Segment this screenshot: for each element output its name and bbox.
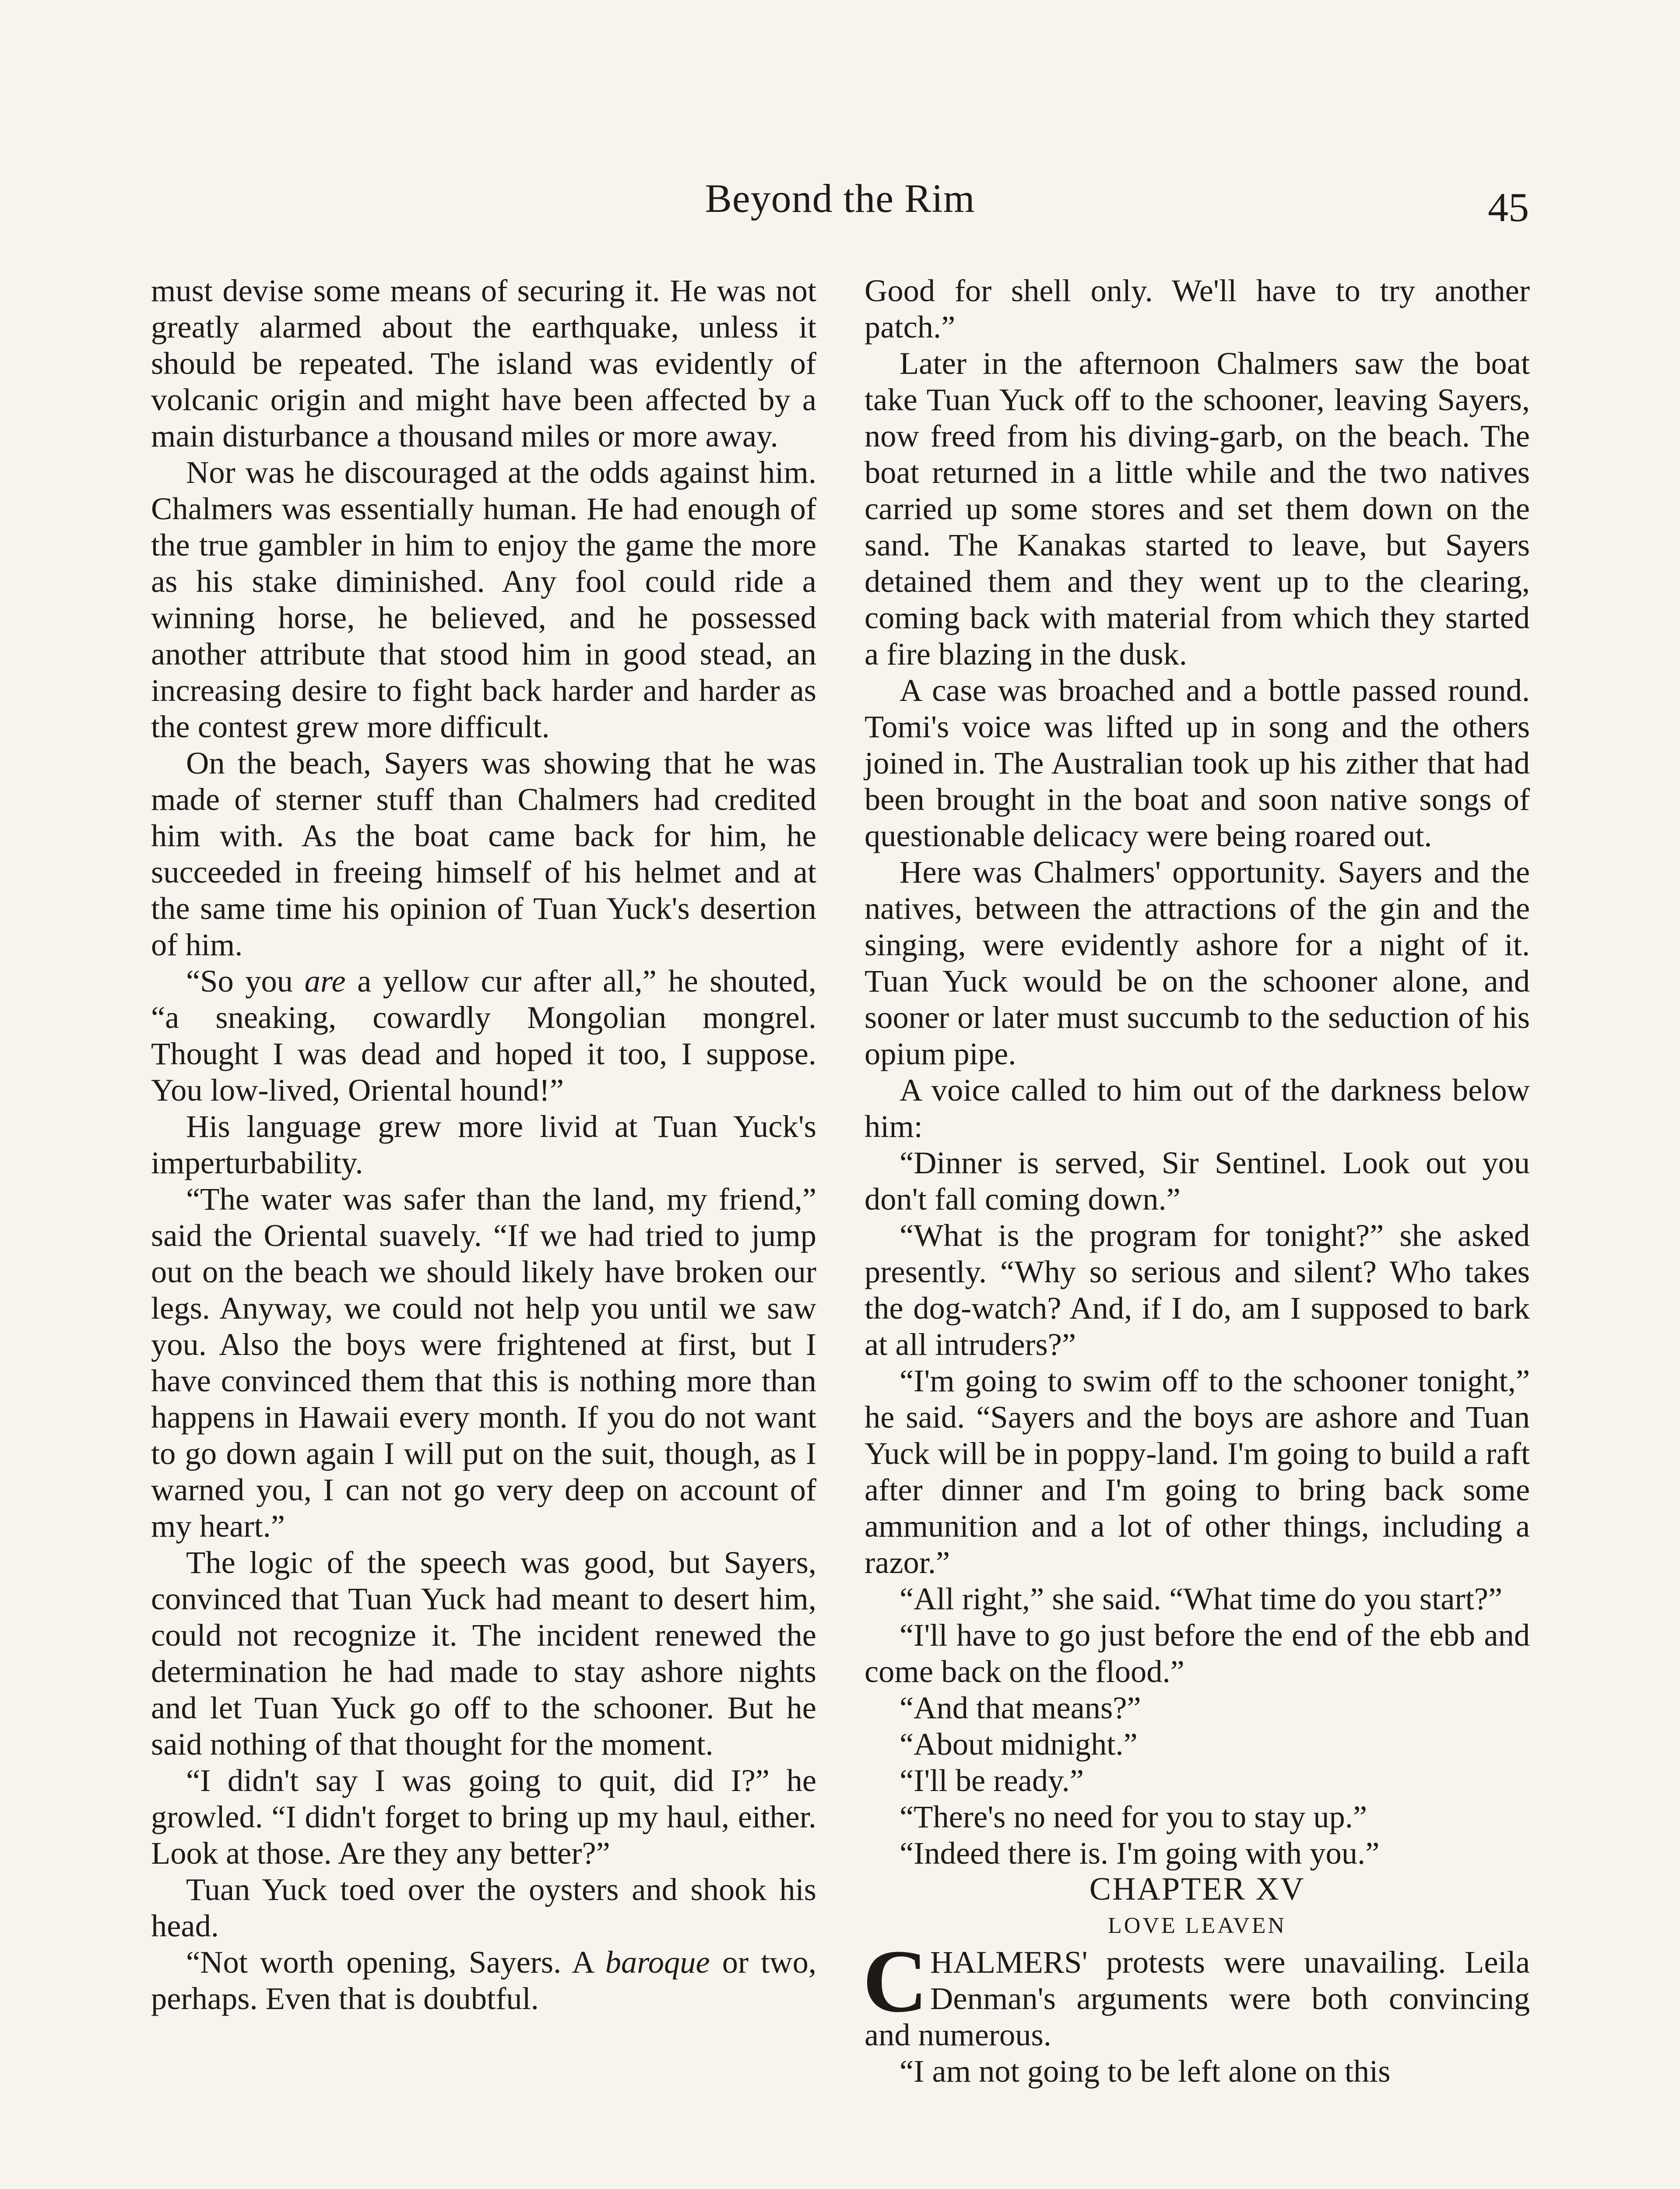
paragraph: The logic of the speech was good, but Sayers, convinced that Tuan Yuck had meant to desert him, could not recognize it. The incident renewed the determination he had made to stay ashore nights and let Tuan Yuck go off to the schooner. But he said nothing of that thought for the moment. [151,1545,816,1762]
paragraph: “I'm going to swim off to the schooner tonight,” he said. “Sayers and the boys are ashore and Tuan Yuck will be in poppy-land. I'm going to build a raft after dinner and I'm going to bring back some ammunition and a lot of other things, including a razor.” [865,1363,1530,1580]
paragraph: Tuan Yuck toed over the oysters and shook his head. [151,1872,816,1943]
paragraph: His language grew more livid at Tuan Yuck's imperturbability. [151,1109,816,1180]
running-title: Beyond the Rim [705,176,975,221]
paragraph: A case was broached and a bottle passed round. Tomi's voice was lifted up in song and the others joined in. The Australian took up his zither that had been brought in the boat and soon native songs of questionable delicacy were being roared out. [865,672,1530,853]
text-run: “So you [186,963,305,999]
paragraph: “I'll be ready.” [900,1763,1084,1798]
paragraph: “Indeed there is. I'm going with you.” [900,1835,1380,1871]
paragraph: “All right,” she said. “What time do you start?” [900,1581,1503,1616]
paragraph: “I didn't say I was going to quit, did I?” he growled. “I didn't forget to bring up my haul, either. Look at those. Are they any better?” [151,1763,816,1871]
page-number: 45 [1488,185,1529,230]
opening-text: HALMERS' protests were unavailing. Leila Denman's arguments were both convincing and numerous. [865,1944,1530,2052]
left-column [151,272,816,2017]
chapter-heading: CHAPTER XV [1089,1871,1305,1907]
paragraph [151,963,816,1108]
paragraph [151,1944,816,2017]
paragraph: “I'll have to go just before the end of the ebb and come back on the flood.” [865,1617,1530,1689]
paragraph: “About midnight.” [900,1726,1138,1762]
paragraph: “The water was safer than the land, my friend,” said the Oriental suavely. “If we had tried to jump out on the beach we should likely have broken our legs. Anyway, we could not help you until we saw you. Also the boys were frightened at first, but I have convinced them that this is nothing more than happens in Hawaii every month. If you do not want to go down again I will put on the suit, though, as I warned you, I can not go very deep on account of my heart.” [151,1181,816,1544]
paragraph: Good for shell only. We'll have to try another patch.” [865,273,1530,345]
italic-word: are [304,963,346,999]
paragraph: Nor was he discouraged at the odds against him. Chalmers was essentially human. He had enough of the true gambler in him to enjoy the game the more as his stake diminished. Any fool could ride a winning horse, he believed, and he possessed another attribute that stood him in good stead, an increasing desire to fight back harder and harder as the contest grew more difficult. [151,454,816,744]
paragraph: must devise some means of securing it. He was not greatly alarmed about the earthquake, unless it should be repeated. The island was evidently of volcanic origin and might have been affected by a main disturbance a thousand miles or more away. [151,273,816,454]
paragraph: A voice called to him out of the darkness below him: [865,1072,1530,1144]
paragraph: “Dinner is served, Sir Sentinel. Look out you don't fall coming down.” [865,1145,1530,1217]
paragraph: “There's no need for you to stay up.” [900,1799,1367,1834]
paragraph: Here was Chalmers' opportunity. Sayers and the natives, between the attractions of the gin and the singing, were evidently ashore for a night of it. Tuan Yuck would be on the schooner alone, and sooner or later must succumb to the seduction of his opium pipe. [865,854,1530,1071]
text-run: “Not worth opening, Sayers. A [186,1944,605,1980]
chapter-opening-paragraph [863,1932,1530,2053]
paragraph: “I am not going to be left alone on this [900,2053,1391,2089]
paragraph: On the beach, Sayers was showing that he was made of sterner stuff than Chalmers had credited him with. As the boat came back for him, he succeeded in freeing himself of his helmet and at the same time his opinion of Tuan Yuck's desertion of him. [151,745,816,962]
paragraph: Later in the afternoon Chalmers saw the boat take Tuan Yuck off to the schooner, leaving Sayers, now freed from his diving-garb, on the beach. The boat returned in a little while and the two natives carried up some stores and set them down on the sand. The Kanakas started to leave, but Sayers detained them and they went up to the clearing, coming back with material from which they started a fire blazing in the dusk. [865,345,1530,672]
paragraph: “And that means?” [900,1690,1141,1725]
italic-word: baroque [605,1944,710,1980]
drop-cap: C [863,1932,928,2031]
text-run: a yellow cur after all,” he shouted, “a sneaking, cowardly Mongolian mongrel. Thought I was dead and hoped it too, I suppose. You low-lived, Oriental hound!” [151,963,817,1108]
text-run: or two, perhaps. Even that is doubtful. [151,1944,816,2016]
right-column [865,272,1530,2089]
chapter-subtitle: LOVE LEAVEN [1108,1913,1286,1938]
paragraph: “What is the program for tonight?” she asked presently. “Why so serious and silent? Who takes the dog-watch? And, if I do, am I supposed to bark at all intruders?” [865,1218,1530,1362]
